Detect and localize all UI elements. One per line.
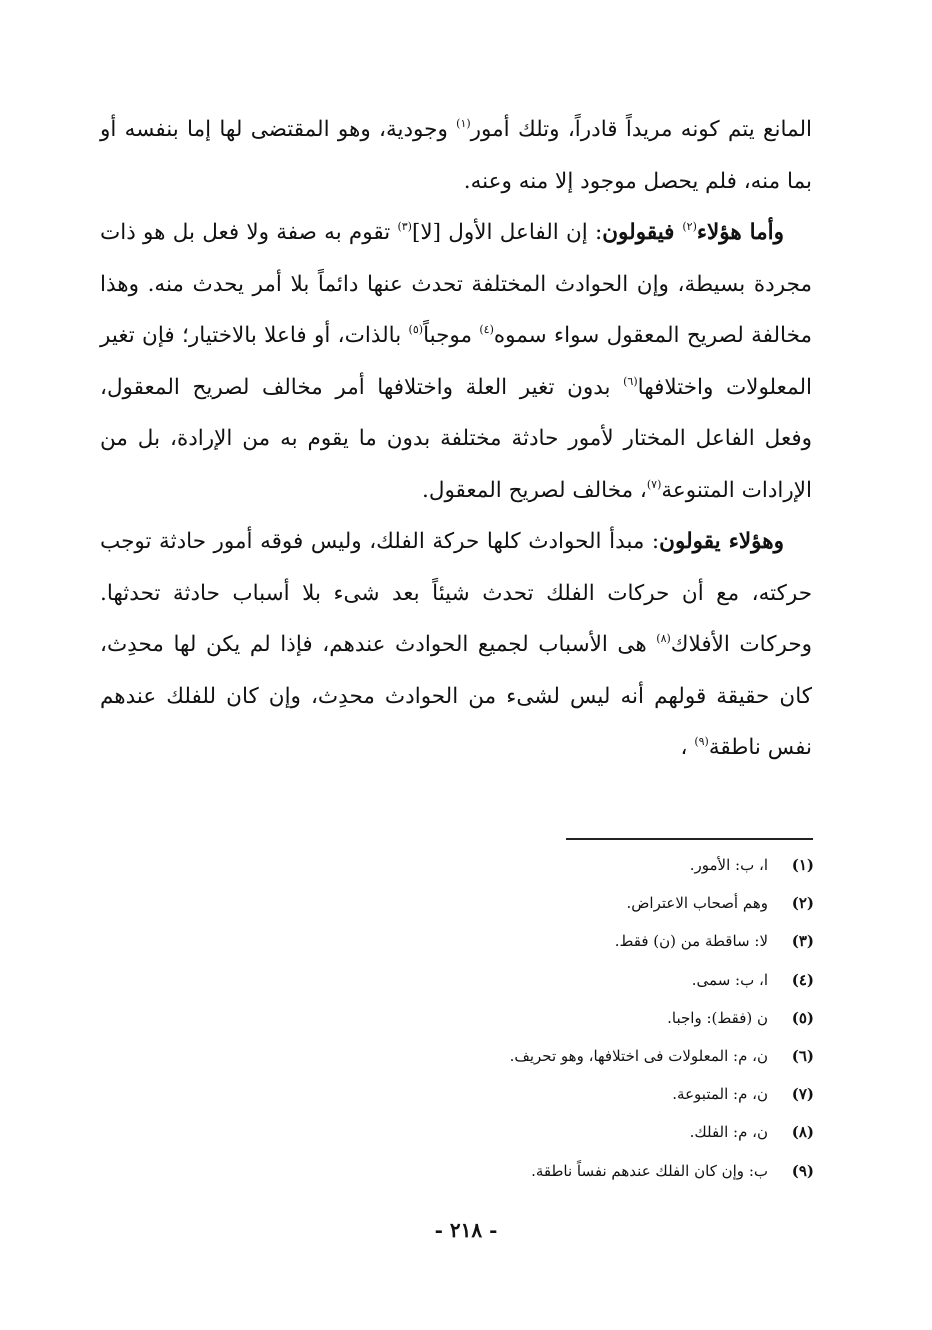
paragraph-1	[100, 104, 812, 207]
paragraph-2-text-a: : إن الفاعل الأول [لا]	[411, 220, 603, 245]
footnote-separator	[566, 838, 813, 840]
footnote-ref-2: (٢)	[682, 220, 697, 233]
paragraph-1-text-a: المانع يتم كونه مريداً قادراً، وتلك أمور	[470, 117, 812, 142]
footnote-number: (٢)	[791, 894, 814, 913]
paragraph-2-text-e: بدون تغير العلة واختلافها أمر مخالف لصريح المعقول، وفعل الفاعل المختار لأمور حادثة مختلفة بدون ما يقوم به من الإرادة، بل من الإرادات المتنوعة	[100, 374, 812, 503]
footnote-number: (١)	[791, 856, 814, 874]
footnote-number: (٨)	[791, 1123, 814, 1142]
footnote-text: لا: ساقطة من (ن) فقط.	[614, 932, 768, 951]
footnote-item	[314, 1152, 814, 1190]
paragraph-3-text-c: ،	[680, 735, 695, 760]
paragraph-2-text-f: ، مخالف لصريح المعقول.	[421, 477, 647, 503]
page-number: - ٢١٨ -	[434, 1218, 498, 1242]
footnote-ref-6: (٦)	[623, 374, 638, 388]
footnote-text: ا، ب: سمى.	[691, 970, 768, 989]
footnote-text: ن، م: المتبوعة.	[672, 1085, 768, 1104]
footnote-text: ا، ب: الأمور.	[689, 856, 768, 874]
footnote-item	[314, 1037, 814, 1075]
paragraph-2-lead: وأما هؤلاء	[696, 220, 785, 245]
footnote-item	[314, 884, 814, 922]
footnote-ref-7: (٧)	[646, 477, 662, 491]
footnote-number: (٤)	[791, 970, 814, 989]
footnote-ref-8: (٨)	[656, 632, 671, 645]
paragraph-2-text-c: موجباً	[423, 323, 480, 348]
footnotes-list	[314, 846, 814, 1190]
footnote-text: ن، م: المعلولات فى اختلافها، وهو تحريف.	[509, 1047, 768, 1066]
paragraph-3-text-a: : مبدأ الحوادث كلها حركة الفلك، وليس فوقه أمور حادثة توجب حركته، مع أن حركات الفلك تحدث شيئاً بعد شىء بلا أسباب حادثة تحدثها. وحركات الأفلاك	[100, 529, 812, 657]
footnote-item	[314, 1113, 814, 1151]
footnote-text: وهم أصحاب الاعتراض.	[626, 894, 768, 913]
footnote-number: (٩)	[791, 1161, 814, 1180]
footnote-item	[314, 846, 814, 884]
footnote-text: ن (فقط): واجبا.	[667, 1008, 768, 1027]
paragraph-3	[100, 516, 812, 774]
footnote-number: (٥)	[791, 1008, 814, 1027]
paragraph-2-text-d: بالذات، أو فاعلا بالاختيار؛ فإن تغير المعلولات واختلافها	[100, 323, 812, 400]
paragraph-3-lead: وهؤلاء يقولون	[659, 529, 784, 554]
footnote-ref-1: (١)	[456, 117, 471, 130]
footnote-ref-5: (٥)	[408, 323, 424, 336]
footnote-ref-9: (٩)	[694, 735, 709, 748]
paragraph-3-text-b: هى الأسباب لجميع الحوادث عندهم، فإذا لم يكن لها محدِث، كان حقيقة قولهم أنه ليس لشىء من الحوادث محدِث، وإن كان للفلك عندهم نفس ناطقة	[100, 632, 812, 760]
paragraph-2-text-b: تقوم به صفة ولا فعل بل هو ذات مجردة بسيطة، وإن الحوادث المختلفة تحدث عنها دائماً بلا أمر يحدث منه. وهذا مخالفة لصريح المعقول سواء سموه	[100, 220, 812, 348]
paragraph-1-text-b: وجودية، وهو المقتضى لها إما بنفسه أو بما منه، فلم يحصل موجود إلا منه وعنه.	[100, 117, 812, 194]
footnote-item	[314, 922, 814, 960]
footnote-item	[314, 1075, 814, 1113]
footnote-ref-3: (٣)	[397, 220, 412, 233]
footnote-number: (٣)	[791, 932, 814, 951]
main-text	[100, 104, 812, 774]
footnote-item	[314, 961, 814, 999]
footnote-text: ن، م: الفلك.	[689, 1123, 768, 1142]
footnote-number: (٧)	[791, 1085, 814, 1104]
footnote-number: (٦)	[791, 1047, 814, 1066]
paragraph-2-lead-b: فيقولون	[602, 220, 683, 245]
paragraph-2	[100, 207, 812, 516]
footnote-text: ب: وإن كان الفلك عندهم نفساً ناطقة.	[531, 1161, 768, 1180]
footnote-ref-4: (٤)	[479, 323, 494, 336]
footnote-item	[314, 999, 814, 1037]
